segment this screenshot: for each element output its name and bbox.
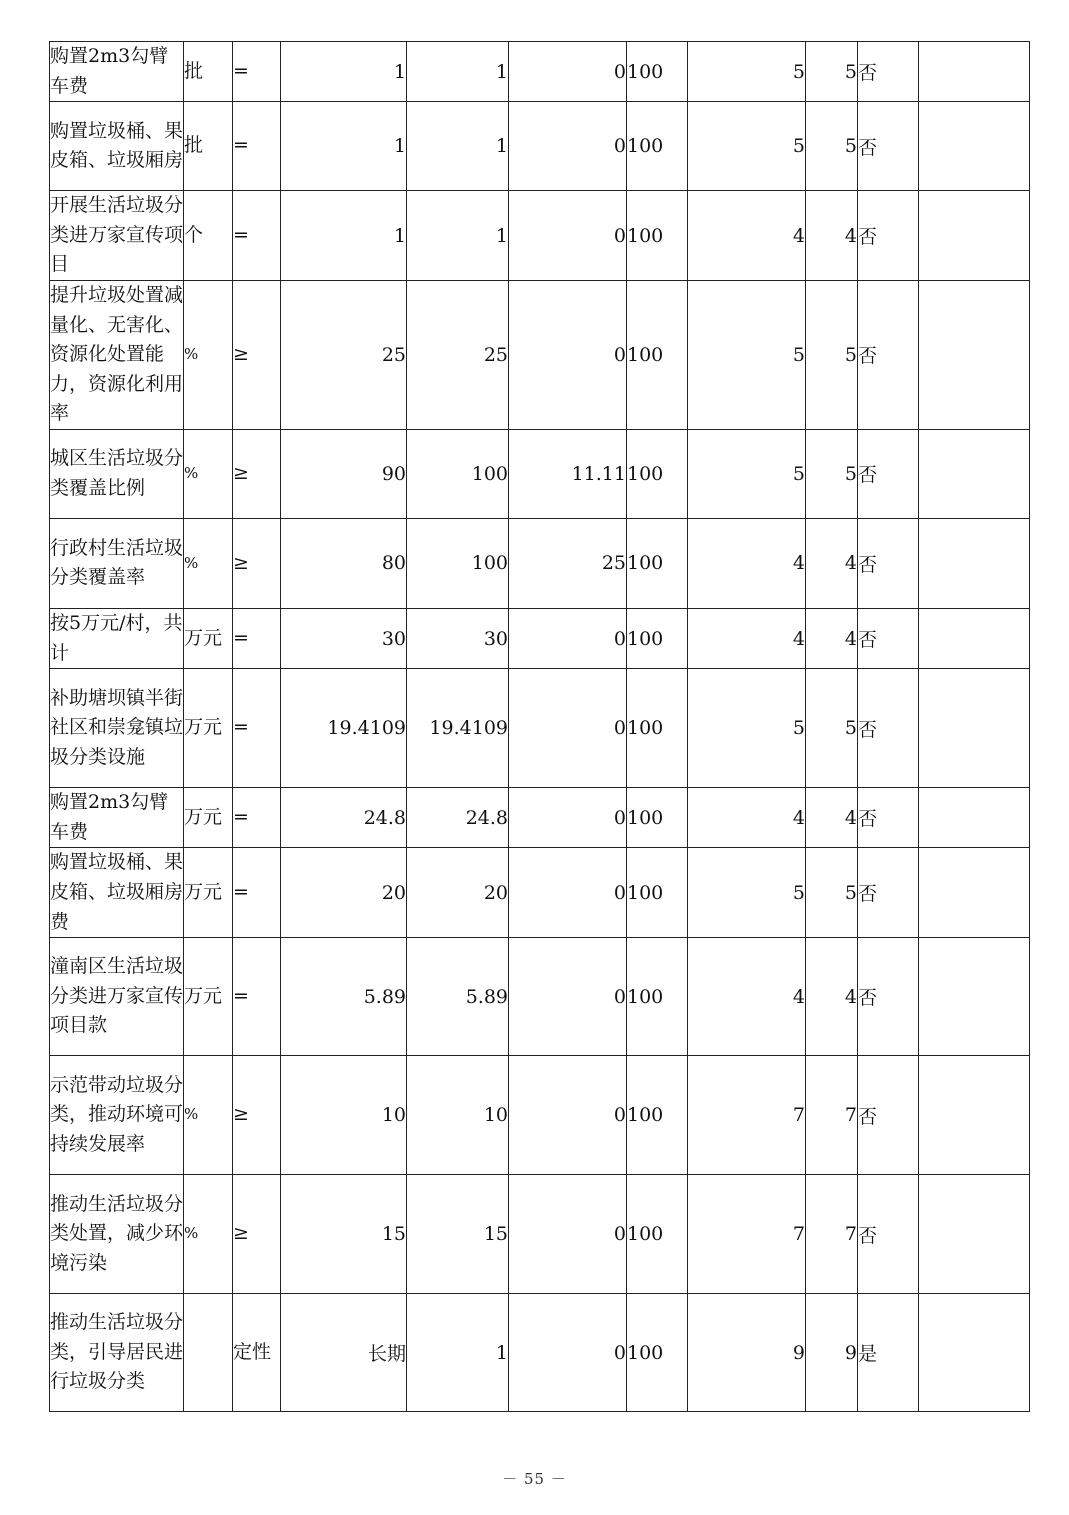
indicator-name: 购置2m3勾臂车费: [50, 42, 184, 102]
score-value: 5: [806, 669, 858, 788]
score-max-value: 5: [688, 280, 806, 429]
table-row: [50, 429, 1030, 518]
table-row: [50, 669, 1030, 788]
target-value: 80: [281, 518, 407, 608]
target-value: 5.89: [281, 938, 407, 1056]
unit-cell: %: [184, 1175, 233, 1294]
target-value: 1: [281, 191, 407, 281]
indicator-name: 购置垃圾桶、果皮箱、垃圾厢房费: [50, 848, 184, 938]
weight-value: 100: [627, 608, 688, 668]
indicator-name: 购置2m3勾臂车费: [50, 788, 184, 848]
target-value: 30: [281, 608, 407, 668]
weight-value: 100: [627, 1294, 688, 1412]
score-max-value: 7: [688, 1175, 806, 1294]
weight-value: 100: [627, 1056, 688, 1175]
unit-cell: %: [184, 518, 233, 608]
table-row: [50, 191, 1030, 281]
target-value: 10: [281, 1056, 407, 1175]
weight-value: 100: [627, 1175, 688, 1294]
flag-cell: 否: [858, 280, 919, 429]
note-cell: [919, 938, 1030, 1056]
operator-cell: =: [233, 608, 281, 668]
score-value: 7: [806, 1056, 858, 1175]
score-max-value: 4: [688, 518, 806, 608]
score-max-value: 5: [688, 102, 806, 191]
page-number: － 55 －: [502, 1470, 567, 1488]
note-cell: [919, 42, 1030, 102]
target-value: 长期: [281, 1294, 407, 1412]
unit-cell: 个: [184, 191, 233, 281]
unit-cell: 万元: [184, 938, 233, 1056]
unit-cell: 批: [184, 102, 233, 191]
score-value: 4: [806, 788, 858, 848]
actual-value: 1: [407, 191, 509, 281]
table-row: [50, 42, 1030, 102]
actual-value: 5.89: [407, 938, 509, 1056]
deviation-value: 11.11: [509, 429, 627, 518]
operator-cell: =: [233, 102, 281, 191]
target-value: 1: [281, 102, 407, 191]
operator-cell: ≥: [233, 280, 281, 429]
score-value: 5: [806, 848, 858, 938]
operator-cell: ≥: [233, 429, 281, 518]
weight-value: 100: [627, 518, 688, 608]
operator-cell: ≥: [233, 1175, 281, 1294]
indicator-name: 按5万元/村，共计: [50, 608, 184, 668]
note-cell: [919, 1175, 1030, 1294]
score-max-value: 9: [688, 1294, 806, 1412]
deviation-value: 0: [509, 848, 627, 938]
indicator-name: 示范带动垃圾分类，推动环境可持续发展率: [50, 1056, 184, 1175]
operator-cell: =: [233, 848, 281, 938]
note-cell: [919, 1056, 1030, 1175]
table-row: [50, 608, 1030, 668]
deviation-value: 0: [509, 938, 627, 1056]
weight-value: 100: [627, 280, 688, 429]
table-row: [50, 848, 1030, 938]
note-cell: [919, 1294, 1030, 1412]
indicator-name: 推动生活垃圾分类，引导居民进行垃圾分类: [50, 1294, 184, 1412]
score-value: 5: [806, 102, 858, 191]
score-max-value: 5: [688, 429, 806, 518]
note-cell: [919, 191, 1030, 281]
actual-value: 20: [407, 848, 509, 938]
actual-value: 100: [407, 518, 509, 608]
score-max-value: 5: [688, 42, 806, 102]
weight-value: 100: [627, 669, 688, 788]
indicator-name: 潼南区生活垃圾分类进万家宣传项目款: [50, 938, 184, 1056]
weight-value: 100: [627, 42, 688, 102]
weight-value: 100: [627, 102, 688, 191]
unit-cell: 万元: [184, 788, 233, 848]
indicator-name: 补助塘坝镇半街社区和崇龛镇垃圾分类设施: [50, 669, 184, 788]
actual-value: 24.8: [407, 788, 509, 848]
indicator-name: 推动生活垃圾分类处置，减少环境污染: [50, 1175, 184, 1294]
score-value: 9: [806, 1294, 858, 1412]
unit-cell: 批: [184, 42, 233, 102]
performance-table: [49, 41, 1030, 1412]
actual-value: 1: [407, 1294, 509, 1412]
indicator-name: 购置垃圾桶、果皮箱、垃圾厢房: [50, 102, 184, 191]
actual-value: 10: [407, 1056, 509, 1175]
flag-cell: 否: [858, 429, 919, 518]
score-value: 4: [806, 938, 858, 1056]
note-cell: [919, 102, 1030, 191]
note-cell: [919, 608, 1030, 668]
weight-value: 100: [627, 788, 688, 848]
score-max-value: 5: [688, 848, 806, 938]
flag-cell: 是: [858, 1294, 919, 1412]
operator-cell: =: [233, 788, 281, 848]
target-value: 15: [281, 1175, 407, 1294]
deviation-value: 0: [509, 608, 627, 668]
operator-cell: =: [233, 42, 281, 102]
score-value: 5: [806, 42, 858, 102]
flag-cell: 否: [858, 788, 919, 848]
table-body: [50, 42, 1030, 1412]
target-value: 1: [281, 42, 407, 102]
deviation-value: 0: [509, 102, 627, 191]
note-cell: [919, 429, 1030, 518]
flag-cell: 否: [858, 669, 919, 788]
unit-cell: 万元: [184, 669, 233, 788]
flag-cell: 否: [858, 518, 919, 608]
indicator-name: 城区生活垃圾分类覆盖比例: [50, 429, 184, 518]
unit-cell: %: [184, 280, 233, 429]
note-cell: [919, 788, 1030, 848]
operator-cell: ≥: [233, 518, 281, 608]
operator-cell: 定性: [233, 1294, 281, 1412]
target-value: 90: [281, 429, 407, 518]
actual-value: 15: [407, 1175, 509, 1294]
target-value: 25: [281, 280, 407, 429]
indicator-name: 开展生活垃圾分类进万家宣传项目: [50, 191, 184, 281]
unit-cell: %: [184, 429, 233, 518]
flag-cell: 否: [858, 102, 919, 191]
unit-cell: [184, 1294, 233, 1412]
deviation-value: 0: [509, 669, 627, 788]
flag-cell: 否: [858, 1056, 919, 1175]
note-cell: [919, 848, 1030, 938]
score-max-value: 4: [688, 938, 806, 1056]
actual-value: 25: [407, 280, 509, 429]
unit-cell: %: [184, 1056, 233, 1175]
flag-cell: 否: [858, 608, 919, 668]
score-value: 5: [806, 280, 858, 429]
actual-value: 19.4109: [407, 669, 509, 788]
table-row: [50, 102, 1030, 191]
score-max-value: 7: [688, 1056, 806, 1175]
deviation-value: 0: [509, 1175, 627, 1294]
score-value: 4: [806, 518, 858, 608]
score-value: 4: [806, 191, 858, 281]
target-value: 20: [281, 848, 407, 938]
actual-value: 100: [407, 429, 509, 518]
score-value: 5: [806, 429, 858, 518]
weight-value: 100: [627, 938, 688, 1056]
flag-cell: 否: [858, 42, 919, 102]
note-cell: [919, 280, 1030, 429]
deviation-value: 0: [509, 1056, 627, 1175]
score-value: 7: [806, 1175, 858, 1294]
operator-cell: =: [233, 938, 281, 1056]
weight-value: 100: [627, 191, 688, 281]
flag-cell: 否: [858, 191, 919, 281]
indicator-name: 提升垃圾处置减量化、无害化、资源化处置能力，资源化利用率: [50, 280, 184, 429]
note-cell: [919, 518, 1030, 608]
deviation-value: 0: [509, 788, 627, 848]
deviation-value: 0: [509, 1294, 627, 1412]
score-max-value: 5: [688, 669, 806, 788]
flag-cell: 否: [858, 848, 919, 938]
table-row: [50, 938, 1030, 1056]
table-row: [50, 788, 1030, 848]
actual-value: 30: [407, 608, 509, 668]
note-cell: [919, 669, 1030, 788]
deviation-value: 0: [509, 191, 627, 281]
table-row: [50, 518, 1030, 608]
unit-cell: 万元: [184, 608, 233, 668]
flag-cell: 否: [858, 938, 919, 1056]
operator-cell: =: [233, 669, 281, 788]
score-max-value: 4: [688, 788, 806, 848]
actual-value: 1: [407, 102, 509, 191]
indicator-name: 行政村生活垃圾分类覆盖率: [50, 518, 184, 608]
deviation-value: 0: [509, 42, 627, 102]
target-value: 19.4109: [281, 669, 407, 788]
table-row: [50, 1175, 1030, 1294]
target-value: 24.8: [281, 788, 407, 848]
table-row: [50, 1056, 1030, 1175]
score-value: 4: [806, 608, 858, 668]
deviation-value: 0: [509, 280, 627, 429]
actual-value: 1: [407, 42, 509, 102]
score-max-value: 4: [688, 191, 806, 281]
operator-cell: =: [233, 191, 281, 281]
table-row: [50, 1294, 1030, 1412]
operator-cell: ≥: [233, 1056, 281, 1175]
deviation-value: 25: [509, 518, 627, 608]
flag-cell: 否: [858, 1175, 919, 1294]
table-row: [50, 280, 1030, 429]
unit-cell: 万元: [184, 848, 233, 938]
weight-value: 100: [627, 848, 688, 938]
weight-value: 100: [627, 429, 688, 518]
score-max-value: 4: [688, 608, 806, 668]
